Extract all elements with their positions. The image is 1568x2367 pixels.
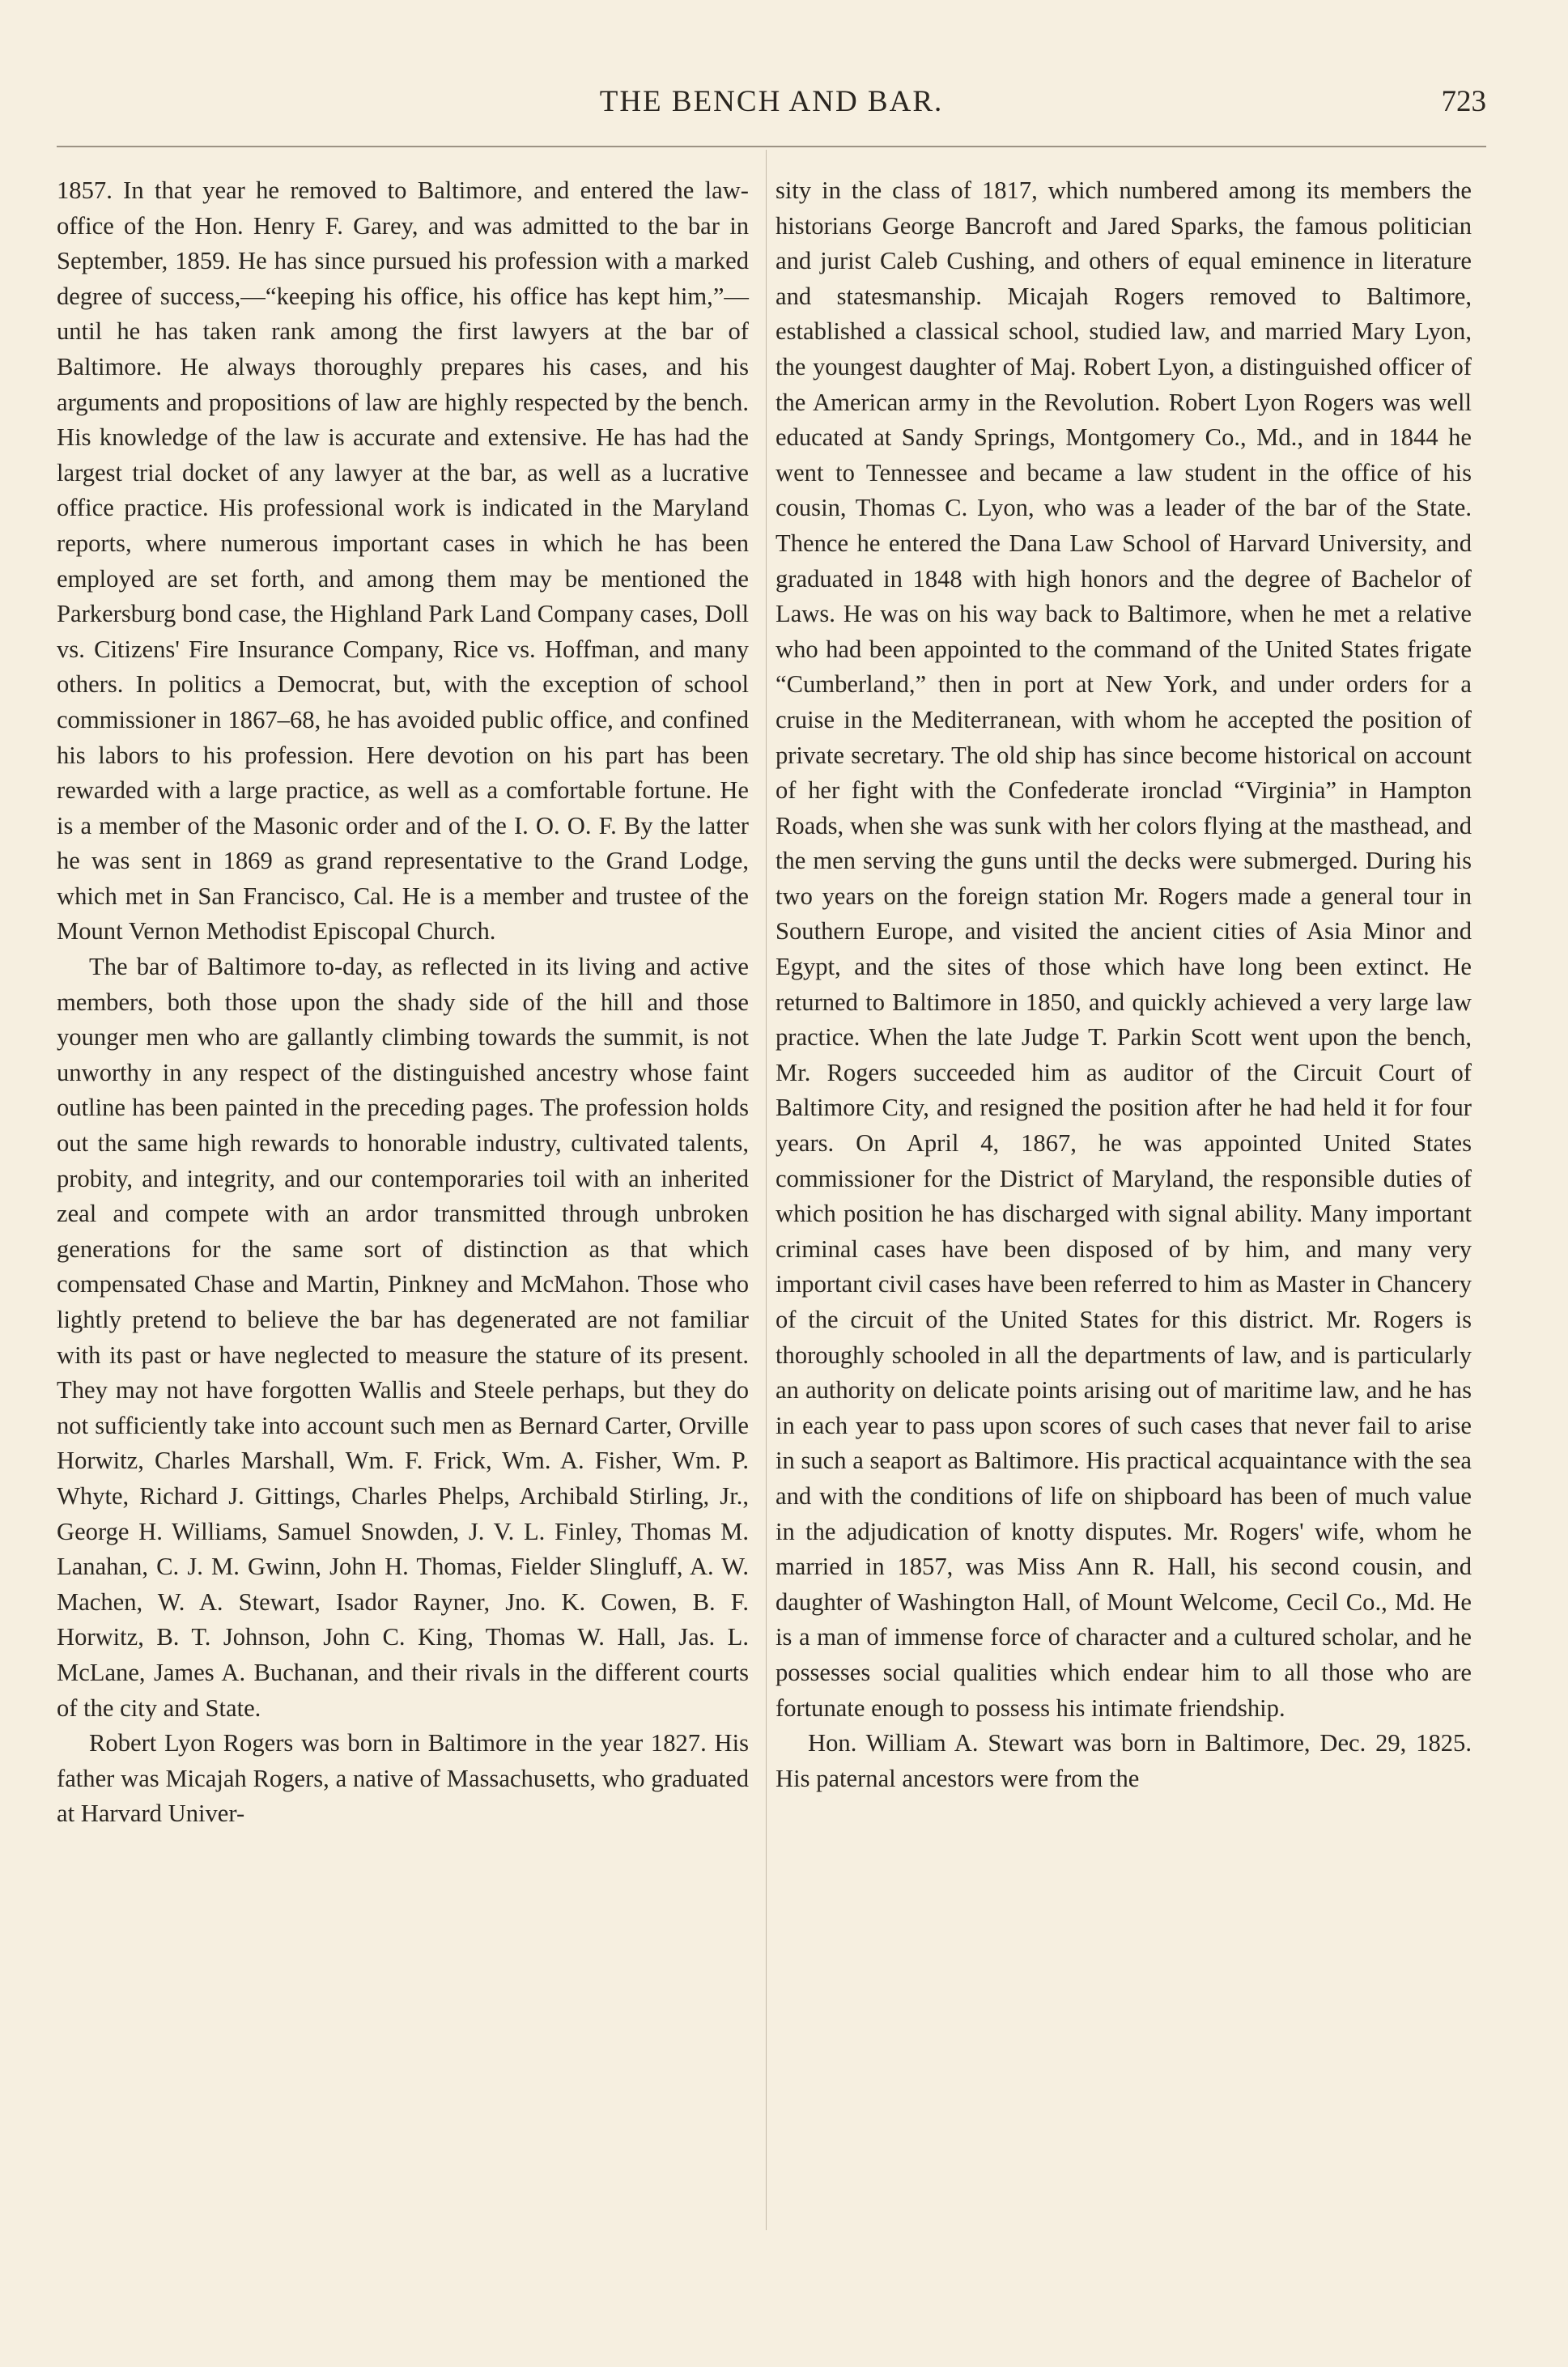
column-divider (766, 150, 767, 2230)
paragraph: Robert Lyon Rogers was born in Baltimore in the year 1827. His father was Micajah Rogers, a native of Massachusetts, who graduated at Harvard Univer- (57, 1729, 749, 1828)
page-number: 723 (1441, 85, 1486, 118)
paragraph: Hon. William A. Stewart was born in Baltimore, Dec. 29, 1825. His paternal ancestors were from the (776, 1729, 1472, 1792)
right-column (776, 173, 1472, 1796)
paragraph: 1857. In that year he removed to Baltimore, and entered the law-office of the Hon. Henry F. Garey, and was admitted to the bar in September, 1859. He has since pursued his profession with a marked degree of success,—“keeping his office, his office has kept him,”—until he has taken rank among the first lawyers at the bar of Baltimore. He always thoroughly prepares his cases, and his arguments and propositions of law are highly respected by the bench. His knowledge of the law is accurate and extensive. He has had the largest trial docket of any lawyer at the bar, as well as a lucrative office practice. His professional work is indicated in the Maryland reports, where numerous important cases in which he has been employed are set forth, and among them may be mentioned the Parkersburg bond case, the Highland Park Land Company cases, Doll vs. Citizens' Fire Insurance Company, Rice vs. Hoffman, and many others. In politics a Democrat, but, with the exception of school commissioner in 1867–68, he has avoided public office, and confined his labors to his profession. Here devotion on his part has been rewarded with a large practice, as well as a comfortable fortune. He is a member of the Masonic order and of the I. O. O. F. By the latter he was sent in 1869 as grand representative to the Grand Lodge, which met in San Francisco, Cal. He is a member and trustee of the Mount Vernon Methodist Episcopal Church. (57, 176, 749, 946)
running-head: THE BENCH AND BAR. (599, 85, 944, 118)
page-header (57, 84, 1486, 133)
header-rule (57, 146, 1486, 147)
left-column (57, 173, 749, 1832)
paragraph: sity in the class of 1817, which numbered among its members the historians George Bancroft and Jared Sparks, the famous politician and jurist Caleb Cushing, and others of equal eminence in literature and statesmanship. Micajah Rogers removed to Baltimore, established a classical school, studied law, and married Mary Lyon, the youngest daughter of Maj. Robert Lyon, a distinguished officer of the American army in the Revolution. Robert Lyon Rogers was well educated at Sandy Springs, Montgomery Co., Md., and in 1844 he went to Tennessee and became a law student in the office of his cousin, Thomas C. Lyon, who was a leader of the bar of the State. Thence he entered the Dana Law School of Harvard University, and graduated in 1848 with high honors and the degree of Bachelor of Laws. He was on his way back to Baltimore, when he met a relative who had been appointed to the command of the United States frigate “Cumberland,” then in port at New York, and under orders for a cruise in the Mediterranean, with whom he accepted the position of private secretary. The old ship has since become historical on account of her fight with the Confederate ironclad “Virginia” in Hampton Roads, when she was sunk with her colors flying at the masthead, and the men serving the guns until the decks were submerged. During his two years on the foreign station Mr. Rogers made a general tour in Southern Europe, and visited the ancient cities of Asia Minor and Egypt, and the sites of those which have long been extinct. He returned to Baltimore in 1850, and quickly achieved a very large law practice. When the late Judge T. Parkin Scott went upon the bench, Mr. Rogers succeeded him as auditor of the Circuit Court of Baltimore City, and resigned the position after he had held it for four years. On April 4, 1867, he was appointed United States commissioner for the District of Maryland, the responsible duties of which position he has discharged with signal ability. Many important criminal cases have been disposed of by him, and many very important civil cases have been referred to him as Master in Chancery of the circuit of the United States for this district. Mr. Rogers is thoroughly schooled in all the departments of law, and is particularly an authority on delicate points arising out of maritime law, and he has in each year to pass upon scores of such cases that never fail to arise in such a seaport as Baltimore. His practical acquaintance with the sea and with the conditions of life on shipboard has been of much value in the adjudication of knotty disputes. Mr. Rogers' wife, whom he married in 1857, was Miss Ann R. Hall, his second cousin, and daughter of Washington Hall, of Mount Welcome, Cecil Co., Md. He is a man of immense force of character and a cultured scholar, and he possesses social qualities which endear him to all those who are fortunate enough to possess his intimate friendship. (776, 176, 1472, 1722)
paragraph: The bar of Baltimore to-day, as reflected in its living and active members, both those upon the shady side of the hill and those younger men who are gallantly climbing towards the summit, is not unworthy in any respect of the distinguished ancestry whose faint outline has been painted in the preceding pages. The profession holds out the same high rewards to honorable industry, cultivated talents, probity, and integrity, and our contemporaries toil with an inherited zeal and compete with an ardor transmitted through unbroken generations for the same sort of distinction as that which compensated Chase and Martin, Pinkney and McMahon. Those who lightly pretend to believe the bar has degenerated are not familiar with its past or have neglected to measure the stature of its present. They may not have forgotten Wallis and Steele perhaps, but they do not sufficiently take into account such men as Bernard Carter, Orville Horwitz, Charles Marshall, Wm. F. Frick, Wm. A. Fisher, Wm. P. Whyte, Richard J. Gittings, Charles Phelps, Archibald Stirling, Jr., George H. Williams, Samuel Snowden, J. V. L. Finley, Thomas M. Lanahan, C. J. M. Gwinn, John H. Thomas, Fielder Slingluff, A. W. Machen, W. A. Stewart, Isador Rayner, Jno. K. Cowen, B. F. Horwitz, B. T. Johnson, John C. King, Thomas W. Hall, Jas. L. McLane, James A. Buchanan, and their rivals in the different courts of the city and State. (57, 953, 749, 1722)
